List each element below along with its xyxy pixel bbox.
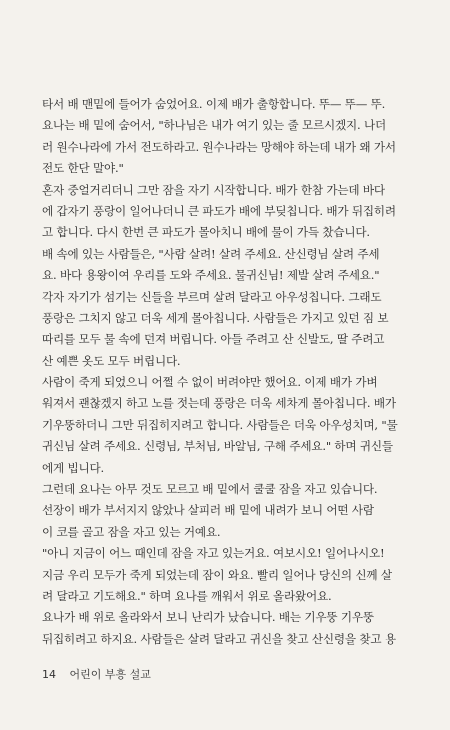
text-line: 혼자 중얼거리더니 그만 잠을 자기 시작합니다. 배가 한참 가는데 바다 [42, 182, 385, 197]
text-line: 선장이 배가 부서지지 않았나 살피러 배 밑에 내려가 보니 어떤 사람 [42, 503, 374, 518]
text-line: 그런데 요나는 아무 것도 모르고 배 밑에서 쿨쿨 잠을 자고 있습니다. [42, 482, 378, 497]
text-line: 워져서 괜찮겠지 하고 노를 젓는데 풍랑은 더욱 세차게 몰아칩니다. 배가 [42, 396, 396, 411]
body-text [42, 94, 420, 650]
text-line: 지금 우리 모두가 죽게 되었는데 잠이 와요. 빨리 일어나 당신의 신께 살 [42, 567, 392, 582]
text-line: 요. 바다 용왕이여 우리를 도와 주세요. 물귀신님! 제발 살려 주세요." [42, 268, 380, 283]
text-line: 려 달라고 기도해요." 하며 요나를 깨워서 위로 올라왔어요. [42, 588, 332, 603]
text-line: 에 갑자기 풍랑이 일어나더니 큰 파도가 배에 부딪칩니다. 배가 뒤집히려 [42, 203, 396, 218]
text-line: 요나는 배 밑에 숨어서, "하나님은 내가 여기 있는 줄 모르시겠지. 나더 [42, 118, 386, 133]
text-line: 요나가 배 위로 올라와서 보니 난리가 났습니다. 배는 기우뚱 기우뚱 [42, 610, 374, 625]
text-line: 귀신님 살려 주세요. 신령님, 부처님, 바알님, 구해 주세요." 하며 귀신들 [42, 439, 393, 454]
text-line: 배 속에 있는 사람들은, "사람 살려! 살려 주세요. 산신령님 살려 주세 [42, 246, 380, 261]
page-footer [42, 666, 151, 682]
text-line: 따리를 모두 물 속에 던져 버립니다. 아들 주려고 산 신발도, 딸 주려고 [42, 332, 385, 347]
text-line: 산 예쁜 옷도 모두 버립니다. [42, 353, 181, 368]
text-line: 뒤집히려고 하지요. 사람들은 살려 달라고 귀신을 찾고 산신령을 찾고 용 [42, 631, 396, 646]
text-line: 기우뚱하더니 그만 뒤집히지려고 합니다. 사람들은 더욱 아우성치며, "물 [42, 417, 398, 432]
text-line: 고 합니다. 다시 한번 큰 파도가 몰아치니 배에 물이 가득 찼습니다. [42, 225, 370, 240]
text-line: "아니 지금이 어느 때인데 잠을 자고 있는거요. 여보시오! 일어나시오! [42, 546, 385, 561]
text-line: 이 코를 골고 잠을 자고 있는 거예요. [42, 524, 221, 539]
text-line: 각자 자기가 섬기는 신들을 부르며 살려 달라고 아우성칩니다. 그래도 [42, 289, 382, 304]
text-line: 러 원수나라에 가서 전도하라고. 원수나라는 망해야 하는데 내가 왜 가서 [42, 139, 396, 154]
book-title: 어린이 부흥 설교 [69, 668, 151, 681]
text-line: 풍랑은 그치지 않고 더욱 세게 몰아칩니다. 사람들은 가지고 있던 짐 보 [42, 310, 389, 325]
text-line: 타서 배 맨밑에 들어가 숨었어요. 이제 배가 출항합니다. 뚜— 뚜— 뚜. [42, 97, 386, 111]
text-line: 사람이 죽게 되었으니 어쩔 수 없이 버려야만 했어요. 이제 배가 가벼 [42, 375, 378, 390]
text-line: 에게 빕니다. [42, 460, 104, 475]
text-line: 전도 한단 말야." [42, 161, 124, 176]
page-number: 14 [42, 668, 56, 681]
